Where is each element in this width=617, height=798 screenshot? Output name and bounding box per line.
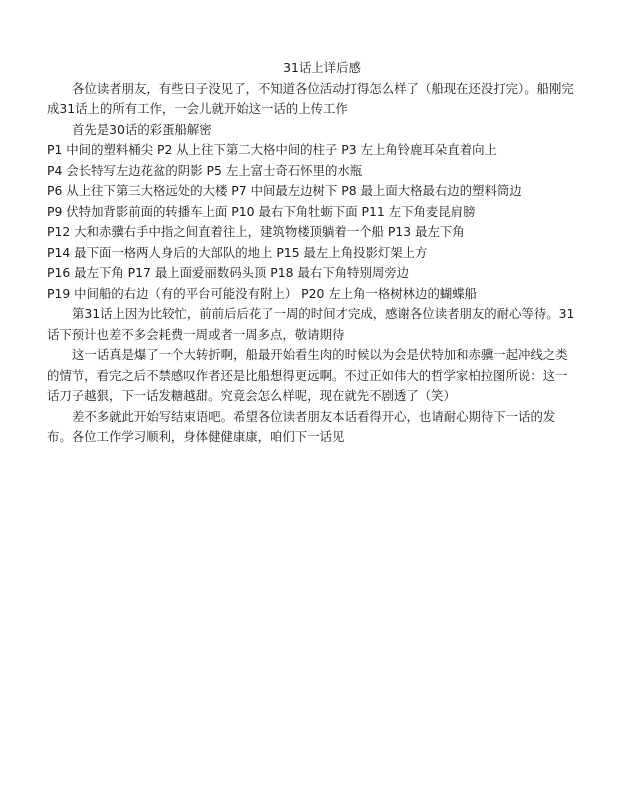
intro-paragraph: 各位读者朋友，有些日子没见了，不知道各位活动打得怎么样了（船现在还没打完）。船刚完成31话上的所有工作，一会儿就开始这一话的上传工作 [47, 80, 574, 116]
egg-line: P9 伏特加背影前面的转播车上面 P10 最右下角牡蛎下面 P11 左下角麦昆肩膀 [47, 203, 476, 219]
closing-paragraph: 这一话真是爆了一个大转折啊，船最开始看生肉的时候以为会是伏特加和赤骥一起冲线之类的情节，看完之后不禁感叹作者还是比船想得更远啊。不过正如伟大的哲学家柏拉图所说：这一话刀子越狠，下一话发糖越甜。究竟会怎么样呢，现在就先不剧透了（笑） [47, 347, 568, 403]
egg-line: P19 中间船的右边（有的平台可能没有附上） P20 左上角一格树林边的蝴蝶船 [47, 285, 478, 301]
document-title: 31话上详后感 [283, 60, 361, 75]
egg-line: P4 会长特写左边花盆的阴影 P5 左上富士奇石怀里的水瓶 [47, 162, 363, 178]
closing-paragraph: 差不多就此开始写结束语吧。希望各位读者朋友本话看得开心，也请耐心期待下一话的发布。各位工作学习顺利，身体健健康康，咱们下一话见 [47, 408, 556, 444]
egg-heading: 首先是30话的彩蛋船解密 [72, 121, 212, 137]
egg-line: P16 最左下角 P17 最上面爱丽数码头顶 P18 最右下角特别周旁边 [47, 265, 410, 280]
closing-paragraph: 第31话上因为比较忙，前前后后花了一周的时间才完成，感谢各位读者朋友的耐心等待。31话下预计也差不多会耗费一周或者一周多点，敬请期待 [47, 306, 575, 342]
egg-line: P14 最下面一格两人身后的大部队的地上 P15 最左上角投影灯架上方 [47, 244, 428, 260]
egg-line: P1 中间的塑料桶尖 P2 从上往下第二大格中间的柱子 P3 左上角铃鹿耳朵直着向上 [47, 142, 497, 157]
document-page [47, 58, 577, 448]
egg-line: P6 从上往下第三大格远处的大楼 P7 中间最左边树下 P8 最上面大格最右边的塑料筒边 [47, 183, 522, 198]
egg-line: P12 大和赤骥右手中指之间直着往上，建筑物楼顶躺着一个船 P13 最左下角 [47, 224, 465, 239]
